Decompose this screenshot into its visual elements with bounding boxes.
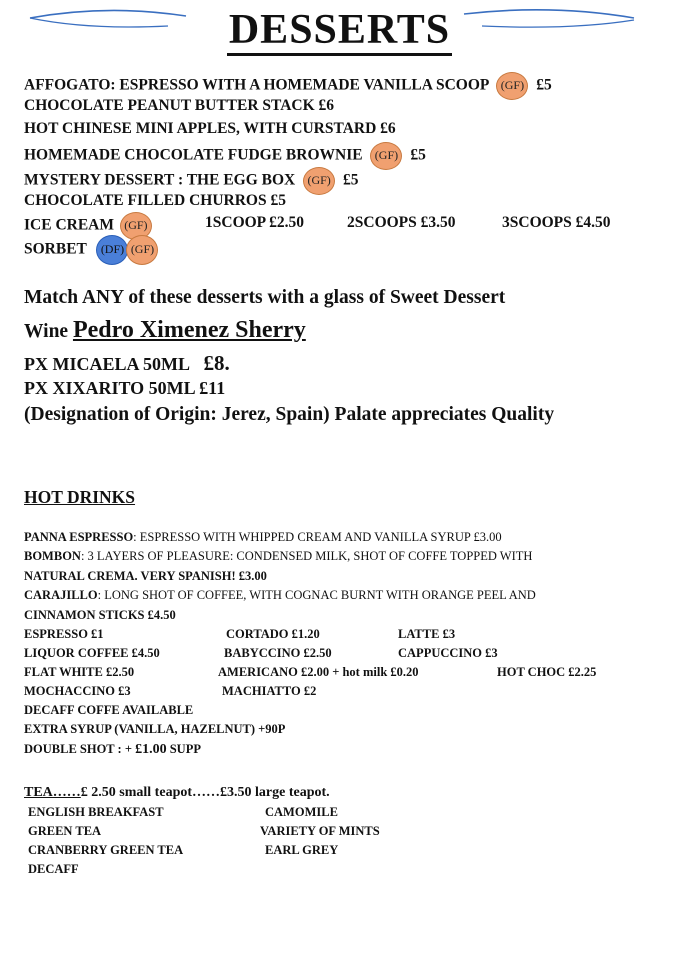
syrup-note: EXTRA SYRUP (VANILLA, HAZELNUT) +90P: [24, 722, 286, 736]
carajillo-continued: CINNAMON STICKS £4.50: [24, 608, 176, 622]
tea-earl-grey: EARL GREY: [265, 843, 339, 857]
dessert-item: MYSTERY DESSERT : THE EGG BOX (GF) £5: [24, 167, 359, 195]
dessert-item: ICE CREAM (GF): [24, 212, 152, 240]
drink-latte: LATTE £3: [398, 627, 456, 641]
px-micaela: PX MICAELA 50ML £8.: [24, 351, 230, 375]
drink-babyccino: BABYCCINO £2.50: [224, 646, 332, 660]
dessert-item: HOT CHINESE MINI APPLES, WITH CURSTARD £6: [24, 120, 396, 137]
tea-variety-of-mints: VARIETY OF MINTS: [260, 824, 380, 838]
drink-cortado: CORTADO £1.20: [226, 627, 320, 641]
tea-cranberry-green: CRANBERRY GREEN TEA: [28, 843, 184, 857]
wine-pairing-line: Match ANY of these desserts with a glass of Sweet Dessert: [24, 287, 506, 308]
drink-flat-white: FLAT WHITE £2.50: [24, 665, 135, 679]
carajillo: CARAJILLO: LONG SHOT OF COFFEE, WITH COGNAC BURNT WITH ORANGE PEEL AND: [24, 588, 536, 602]
gluten-free-badge: (GF): [126, 235, 158, 265]
tea-camomile: CAMOMILE: [265, 805, 338, 819]
ice-cream-price-3scoops: 3SCOOPS £4.50: [502, 214, 611, 231]
bombon: BOMBON: 3 LAYERS OF PLEASURE: CONDENSED MILK, SHOT OF COFFE TOPPED WITH: [24, 549, 533, 563]
dessert-item: CHOCOLATE FILLED CHURROS £5: [24, 192, 286, 209]
ice-cream-price-1scoop: 1SCOOP £2.50: [205, 214, 305, 231]
tea-english-breakfast: ENGLISH BREAKFAST: [28, 805, 164, 819]
ice-cream-price-2scoops: 2SCOOPS £3.50: [347, 214, 456, 231]
tea-heading: TEA……£ 2.50 small teapot……£3.50 large teapot.: [24, 785, 330, 800]
page-title: DESSERTS: [0, 6, 679, 54]
tea-green: GREEN TEA: [28, 824, 102, 838]
decaf-note: DECAFF COFFE AVAILABLE: [24, 703, 194, 717]
drink-machiatto: MACHIATTO £2: [222, 684, 317, 698]
drink-liquor-coffee: LIQUOR COFFEE £4.50: [24, 646, 160, 660]
drink-mochaccino: MOCHACCINO £3: [24, 684, 131, 698]
bombon-continued: NATURAL CREMA. VERY SPANISH! £3.00: [24, 569, 267, 583]
panna-espresso: PANNA ESPRESSO: ESPRESSO WITH WHIPPED CREAM AND VANILLA SYRUP £3.00: [24, 530, 502, 544]
dairy-free-badge: (DF): [96, 235, 128, 265]
gluten-free-badge: (GF): [120, 212, 152, 240]
wine-pairing-line: Wine Pedro Ximenez Sherry: [24, 317, 306, 343]
hot-drinks-heading: HOT DRINKS: [24, 487, 136, 507]
double-shot-note: DOUBLE SHOT : + £1.00 SUPP: [24, 742, 201, 757]
dessert-item: SORBET (DF) (GF): [24, 235, 158, 265]
gluten-free-badge: (GF): [370, 142, 402, 170]
drink-cappuccino: CAPPUCCINO £3: [398, 646, 498, 660]
drink-espresso: ESPRESSO £1: [24, 627, 104, 641]
drink-hot-choc: HOT CHOC £2.25: [497, 665, 597, 679]
gluten-free-badge: (GF): [496, 72, 528, 100]
dessert-item: CHOCOLATE PEANUT BUTTER STACK £6: [24, 97, 335, 114]
gluten-free-badge: (GF): [303, 167, 335, 195]
sherry-name: Pedro Ximenez Sherry: [72, 317, 306, 343]
dessert-item: HOMEMADE CHOCOLATE FUDGE BROWNIE (GF) £5: [24, 142, 426, 170]
drink-americano: AMERICANO £2.00 + hot milk £0.20: [218, 665, 419, 679]
dessert-item: AFFOGATO: ESPRESSO WITH A HOMEMADE VANILLA SCOOP (GF) £5: [24, 72, 552, 100]
px-xixarito: PX XIXARITO 50ML £11: [24, 378, 226, 398]
origin-line: (Designation of Origin: Jerez, Spain) Palate appreciates Quality: [24, 404, 555, 425]
tea-decaff: DECAFF: [28, 862, 79, 876]
